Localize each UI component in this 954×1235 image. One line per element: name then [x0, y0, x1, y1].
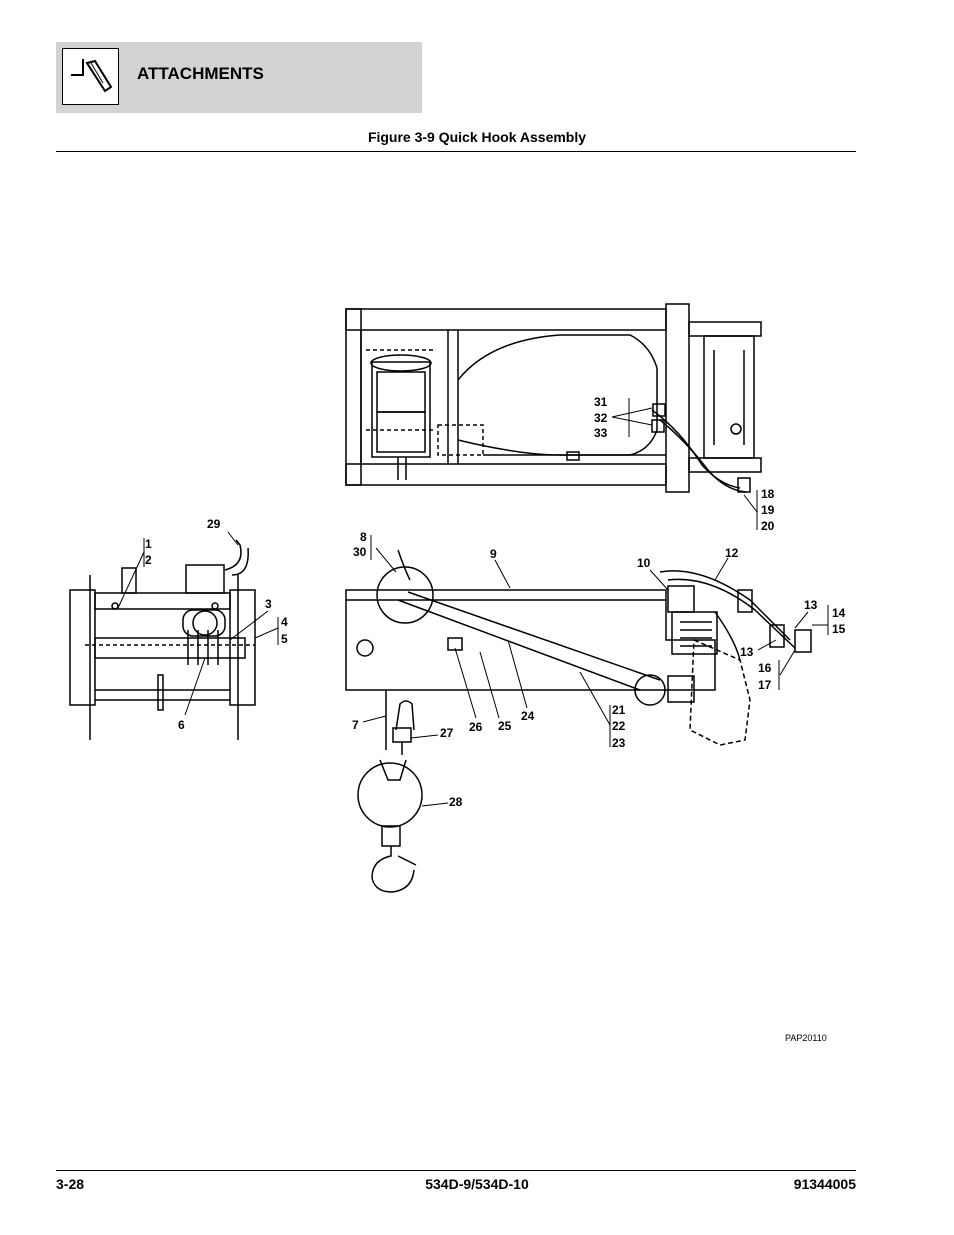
top-view-frame — [346, 304, 761, 492]
callout-20: 20 — [761, 519, 775, 533]
callout-17: 17 — [758, 678, 772, 692]
callout-5: 5 — [281, 632, 288, 646]
callout-1: 1 — [145, 537, 152, 551]
callout-24: 24 — [521, 709, 535, 723]
section-title: ATTACHMENTS — [137, 64, 264, 83]
callout-4: 4 — [281, 615, 288, 629]
callout-13a: 13 — [804, 598, 818, 612]
callout-29: 29 — [207, 517, 221, 531]
callout-31: 31 — [594, 395, 608, 409]
callout-12: 12 — [725, 546, 739, 560]
callout-15: 15 — [832, 622, 846, 636]
callout-10: 10 — [637, 556, 651, 570]
model-number: 534D-9/534D-10 — [425, 1176, 529, 1192]
callout-8: 8 — [360, 530, 367, 544]
footer-rule — [56, 1170, 856, 1171]
figure-title: Figure 3-9 Quick Hook Assembly — [367, 129, 587, 145]
page-number: 3-28 — [56, 1176, 85, 1192]
callout-28: 28 — [449, 795, 463, 809]
callout-30: 30 — [353, 545, 367, 559]
callout-3: 3 — [265, 597, 272, 611]
callout-6: 6 — [178, 718, 185, 732]
figure-code: PAP20110 — [785, 1033, 827, 1043]
callout-19: 19 — [761, 503, 775, 517]
callout-25: 25 — [498, 719, 512, 733]
callout-7: 7 — [352, 718, 359, 732]
callout-18: 18 — [761, 487, 775, 501]
callout-14: 14 — [832, 606, 846, 620]
document-number: 91344005 — [793, 1176, 856, 1192]
callout-23: 23 — [612, 736, 626, 750]
callout-32: 32 — [594, 411, 608, 425]
callout-21: 21 — [612, 703, 626, 717]
callout-33: 33 — [594, 426, 608, 440]
callout-2: 2 — [145, 553, 152, 567]
end-view-frame — [70, 540, 255, 740]
callout-13b: 13 — [740, 645, 754, 659]
callout-9: 9 — [490, 547, 497, 561]
callout-16: 16 — [758, 661, 772, 675]
callout-27: 27 — [440, 726, 454, 740]
callout-22: 22 — [612, 719, 626, 733]
callout-26: 26 — [469, 720, 483, 734]
